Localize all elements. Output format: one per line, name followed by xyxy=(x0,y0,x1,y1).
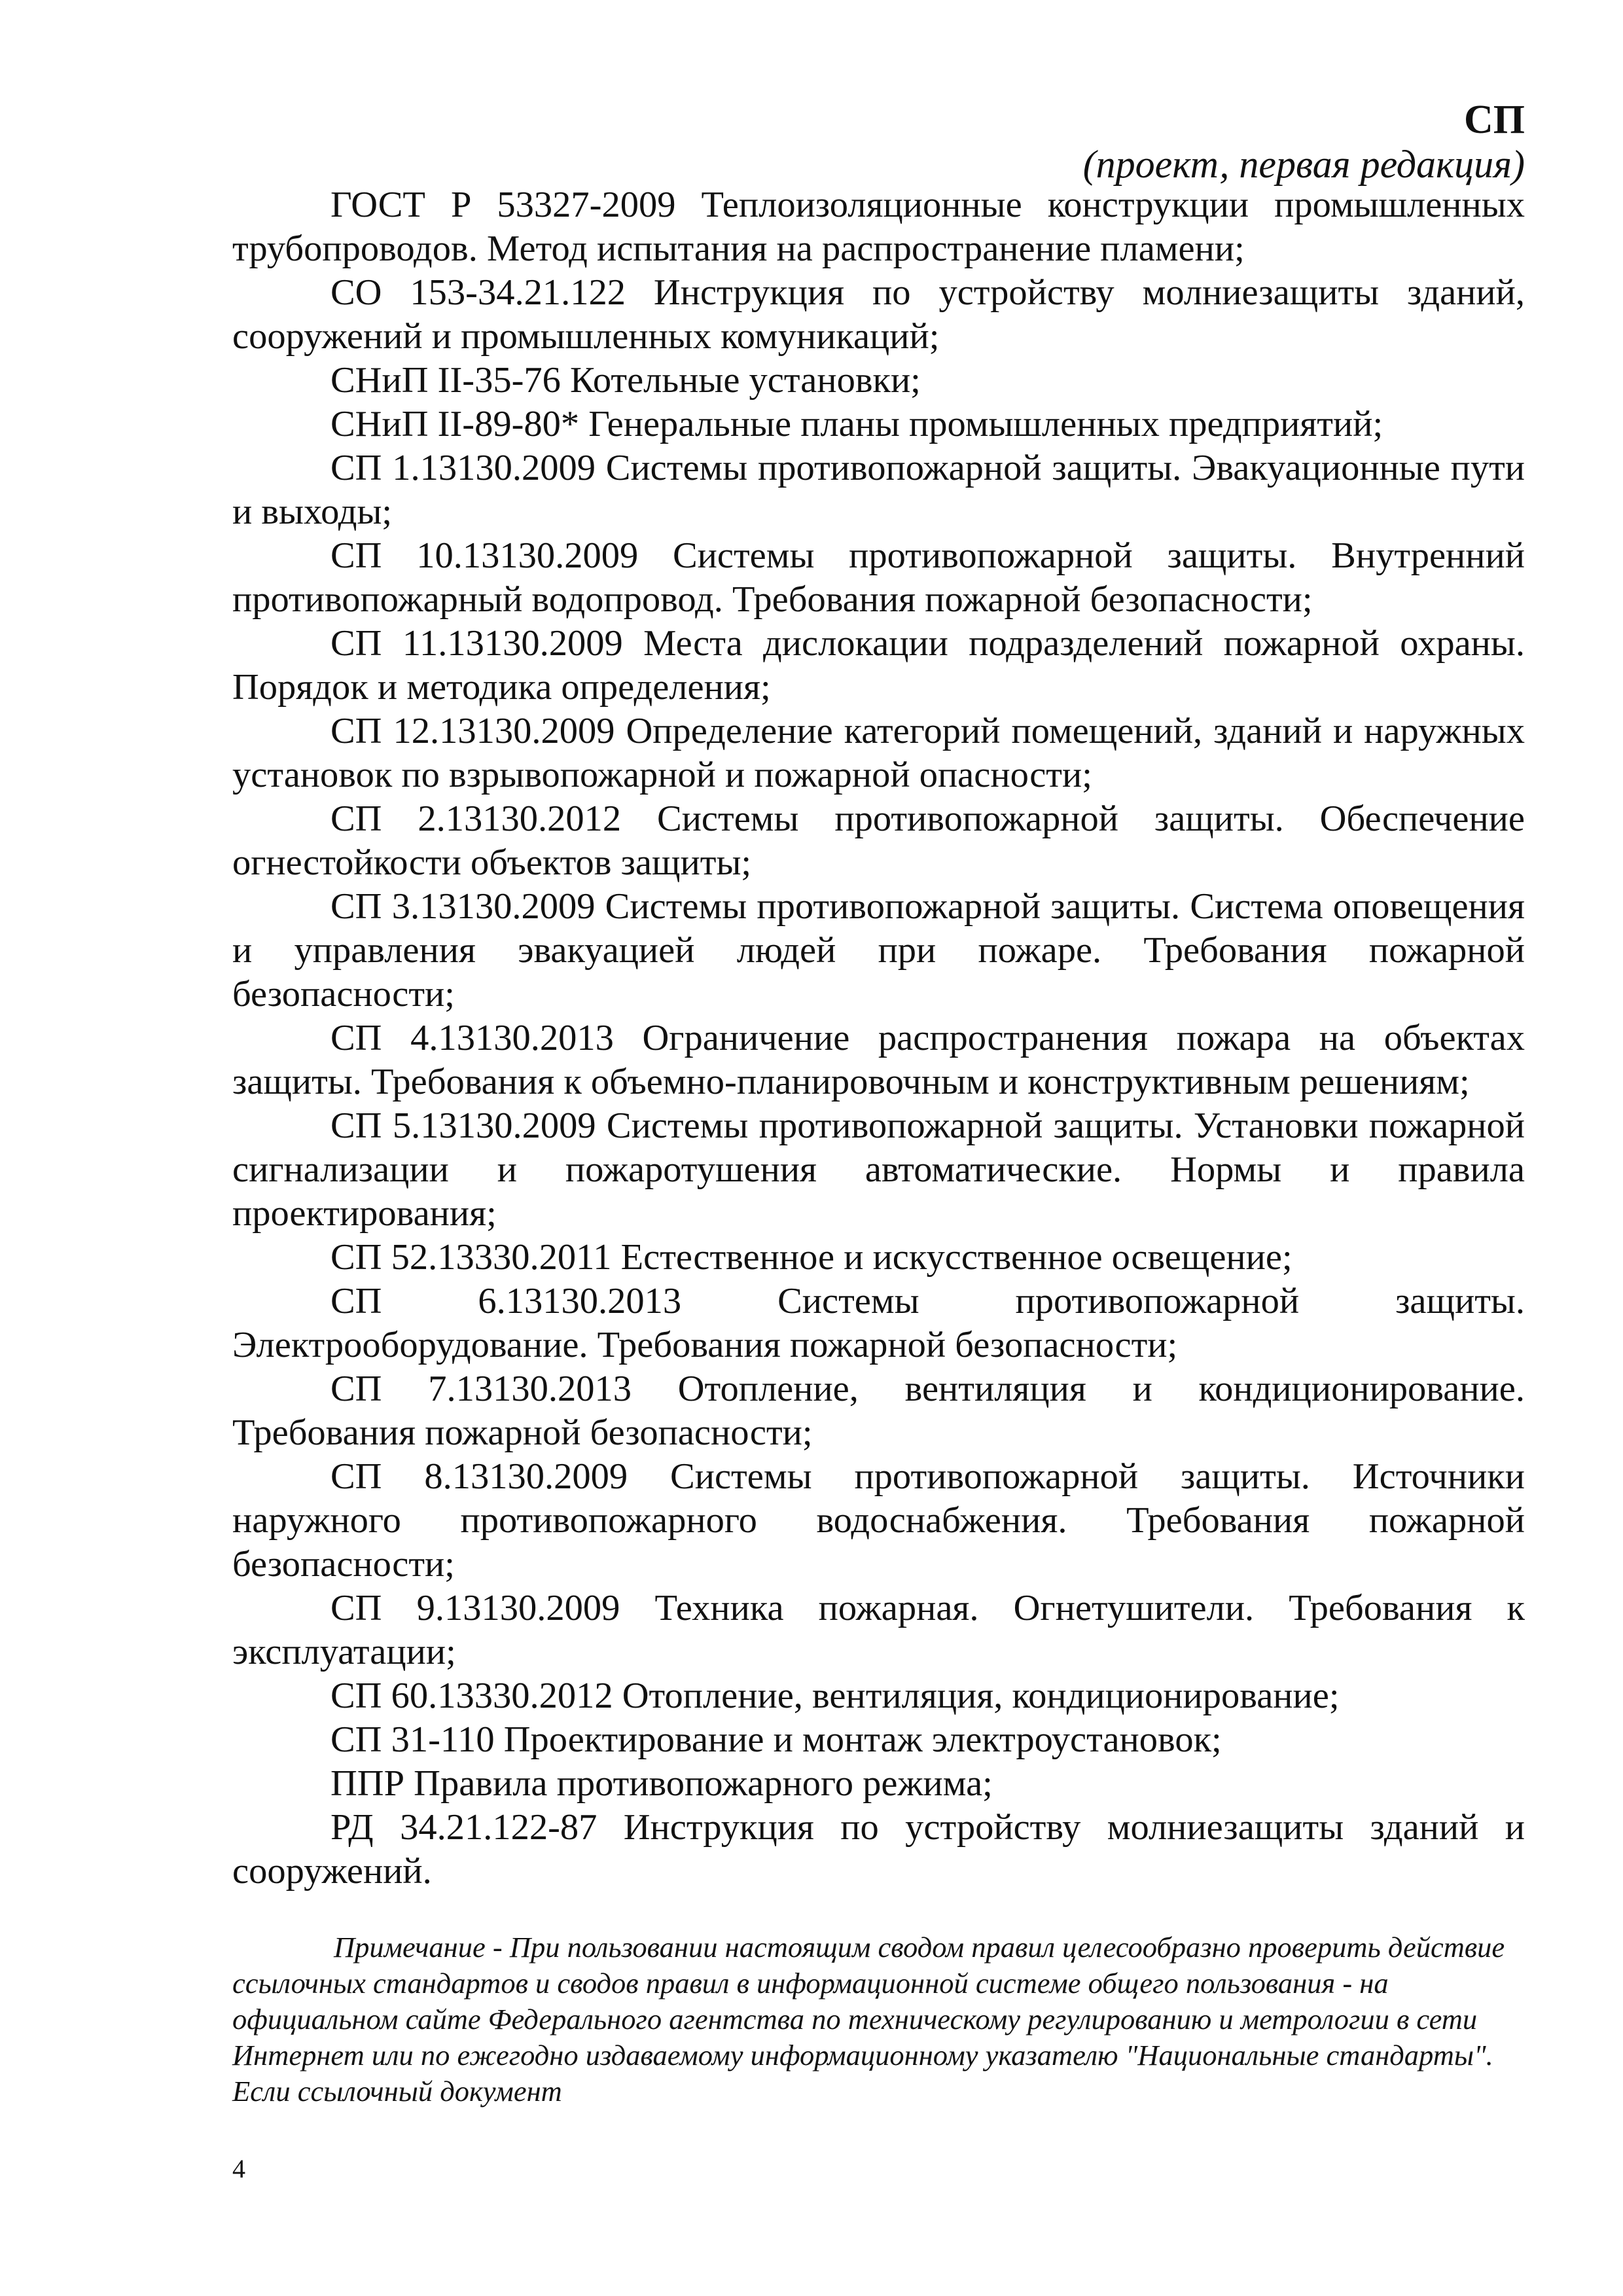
reference-item: СНиП II-35-76 Котельные установки; xyxy=(330,360,921,401)
reference-item: СП 3.13130.2009 Системы противопожарной защиты. Система оповещения и управления эвакуацией людей при пожаре. Требования пожарной безопасности; xyxy=(232,886,1525,1014)
reference-item: СП 11.13130.2009 Места дислокации подразделений пожарной охраны. Порядок и методика определения; xyxy=(232,623,1525,708)
document-edition-note: (проект, первая редакция) xyxy=(1082,143,1525,186)
reference-item: СП 2.13130.2012 Системы противопожарной защиты. Обеспечение огнестойкости объектов защиты; xyxy=(232,798,1525,883)
reference-item: СП 60.13330.2012 Отопление, вентиляция, кондиционирование; xyxy=(330,1676,1340,1716)
reference-item: ППР Правила противопожарного режима; xyxy=(330,1763,993,1804)
reference-item: СП 52.13330.2011 Естественное и искусственное освещение; xyxy=(330,1237,1293,1278)
document-code: СП xyxy=(1464,98,1525,142)
reference-item: СП 5.13130.2009 Системы противопожарной защиты. Установки пожарной сигнализации и пожаротушения автоматические. Нормы и правила проектирования; xyxy=(232,1105,1525,1234)
reference-item: СП 7.13130.2013 Отопление, вентиляция и кондиционирование. Требования пожарной безопасности; xyxy=(232,1369,1525,1453)
reference-item: СП 10.13130.2009 Системы противопожарной защиты. Внутренний противопожарный водопровод. Требования пожарной безопасности; xyxy=(232,535,1525,620)
reference-item: СП 9.13130.2009 Техника пожарная. Огнетушители. Требования к эксплуатации; xyxy=(232,1588,1525,1672)
note-paragraph: Примечание - При пользовании настоящим сводом правил целесообразно проверить действие ссылочных стандартов и сводов правил в информационной системе общего пользования - на официальном сайте Федерального агентства по техническому регулированию и метрологии в сети Интернет или по ежегодно издаваемому информационному указателю "Национальные стандарты". Если ссылочный документ xyxy=(232,1931,1505,2108)
page-number: 4 xyxy=(232,2154,245,2183)
reference-item: СП 12.13130.2009 Определение категорий помещений, зданий и наружных установок по взрывопожарной и пожарной опасности; xyxy=(232,711,1525,795)
reference-item: ГОСТ Р 53327-2009 Теплоизоляционные конструкции промышленных трубопроводов. Метод испытания на распространение пламени; xyxy=(232,185,1525,269)
reference-item: СП 4.13130.2013 Ограничение распространения пожара на объектах защиты. Требования к объемно-планировочным и конструктивным решениям; xyxy=(232,1018,1525,1102)
reference-item: СО 153-34.21.122 Инструкция по устройству молниезащиты зданий, сооружений и промышленных комуникаций; xyxy=(232,272,1525,357)
reference-item: СНиП II-89-80* Генеральные планы промышленных предприятий; xyxy=(330,404,1383,444)
reference-item: СП 6.13130.2013 Системы противопожарной защиты. Электрооборудование. Требования пожарной безопасности; xyxy=(232,1281,1525,1365)
reference-item: РД 34.21.122-87 Инструкция по устройству молниезащиты зданий и сооружений. xyxy=(232,1807,1525,1892)
reference-item: СП 31-110 Проектирование и монтаж электроустановок; xyxy=(330,1719,1222,1760)
reference-item: СП 8.13130.2009 Системы противопожарной защиты. Источники наружного противопожарного водоснабжения. Требования пожарной безопасности; xyxy=(232,1456,1525,1585)
normative-references-list xyxy=(232,183,1525,1893)
reference-item: СП 1.13130.2009 Системы противопожарной защиты. Эвакуационные пути и выходы; xyxy=(232,448,1525,532)
